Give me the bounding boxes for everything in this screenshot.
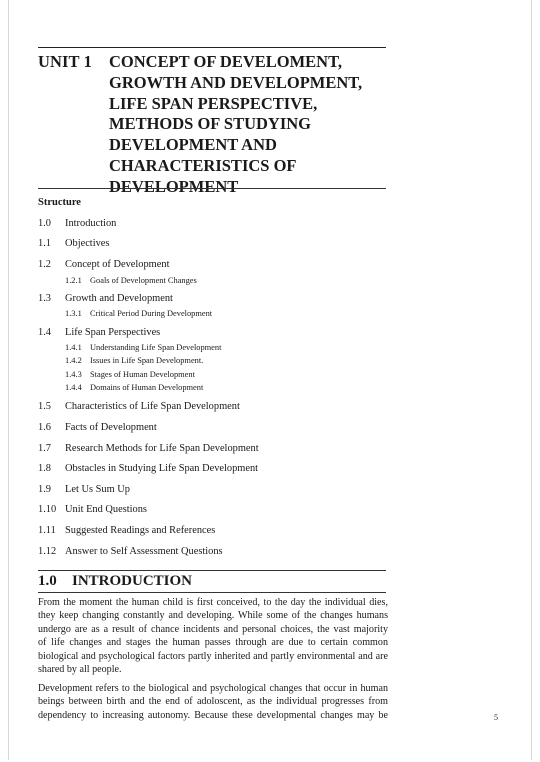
paragraph-line: they keep changing constantly and developing. While some of the changes humans bbox=[38, 610, 388, 622]
toc-label: Objectives bbox=[65, 238, 110, 249]
section-title: INTRODUCTION bbox=[72, 573, 193, 589]
toc-number: 1.12 bbox=[38, 546, 57, 557]
toc-item bbox=[38, 463, 258, 474]
toc-sublabel: Stages of Human Development bbox=[90, 370, 195, 379]
toc-label: Let Us Sum Up bbox=[65, 484, 130, 495]
toc-subnumber: 1.4.1 bbox=[65, 343, 82, 352]
paragraph-line: Development refers to the biological and psychological changes that occur in human bbox=[38, 683, 388, 694]
toc-subitem bbox=[65, 309, 212, 318]
section-number: 1.0 bbox=[38, 573, 57, 589]
introduction-section bbox=[38, 570, 386, 593]
structure-divider bbox=[38, 188, 386, 189]
toc-number: 1.5 bbox=[38, 401, 51, 412]
toc-item bbox=[38, 443, 259, 454]
unit-label: UNIT 1 bbox=[38, 52, 92, 71]
toc-number: 1.11 bbox=[38, 525, 56, 536]
toc-item bbox=[38, 218, 116, 229]
toc-subitem bbox=[65, 370, 195, 379]
toc-label: Characteristics of Life Span Development bbox=[65, 401, 240, 412]
toc-number: 1.4 bbox=[38, 327, 51, 338]
toc-item bbox=[38, 259, 169, 270]
unit-title-line: METHODS OF STUDYING bbox=[109, 114, 311, 134]
toc-number: 1.3 bbox=[38, 293, 51, 304]
toc-item bbox=[38, 525, 215, 536]
toc-number: 1.9 bbox=[38, 484, 51, 495]
paragraph-line: dependency to increasing autonomy. Because these developmental changes may be bbox=[38, 709, 388, 721]
toc-label: Answer to Self Assessment Questions bbox=[65, 546, 223, 557]
unit-title-line: LIFE SPAN PERSPECTIVE, bbox=[109, 93, 318, 113]
toc-label: Unit End Questions bbox=[65, 504, 147, 515]
toc-label: Growth and Development bbox=[65, 293, 173, 304]
toc-item bbox=[38, 293, 173, 304]
paragraph-line: of life changes and stages the human passes through are due to certain common bbox=[38, 637, 388, 649]
toc-label: Suggested Readings and References bbox=[65, 525, 216, 536]
toc-label: Facts of Development bbox=[65, 422, 157, 433]
intro-paragraph-2 bbox=[38, 682, 388, 722]
toc-number: 1.7 bbox=[38, 443, 51, 454]
toc-sublabel: Understanding Life Span Development bbox=[90, 343, 222, 352]
toc-label: Concept of Development bbox=[65, 259, 170, 270]
toc-subitem bbox=[65, 276, 197, 285]
toc-subnumber: 1.3.1 bbox=[65, 309, 82, 318]
toc-label: Obstacles in Studying Life Span Development bbox=[65, 463, 259, 474]
toc-subitem bbox=[65, 356, 203, 365]
toc-subnumber: 1.4.2 bbox=[65, 356, 82, 365]
toc-label: Life Span Perspectives bbox=[65, 327, 161, 338]
section-heading bbox=[38, 573, 386, 593]
toc-number: 1.0 bbox=[38, 218, 51, 229]
toc-subnumber: 1.2.1 bbox=[65, 276, 82, 285]
toc-number: 1.10 bbox=[38, 504, 57, 515]
toc-label: Introduction bbox=[65, 218, 117, 229]
toc-number: 1.8 bbox=[38, 463, 51, 474]
structure-heading: Structure bbox=[38, 197, 81, 208]
toc-item bbox=[38, 238, 109, 249]
toc-item bbox=[38, 504, 147, 515]
toc-subnumber: 1.4.3 bbox=[65, 370, 82, 379]
intro-paragraph-1 bbox=[38, 596, 388, 676]
paragraph-line: biological and psychological factors partly inherited and partly environmental and are bbox=[38, 650, 388, 662]
toc-subitem bbox=[65, 383, 203, 392]
toc-sublabel: Goals of Development Changes bbox=[90, 276, 197, 285]
paragraph-line: undergo are as a result of chance incidents and personal choices, the vast majority bbox=[38, 623, 388, 635]
unit-header bbox=[38, 47, 386, 198]
toc-label: Research Methods for Life Span Development bbox=[65, 443, 259, 454]
unit-title-line: GROWTH AND DEVELOPMENT, bbox=[109, 72, 363, 92]
unit-title-line: CONCEPT OF DEVELOMENT, bbox=[109, 52, 343, 71]
toc-subnumber: 1.4.4 bbox=[65, 383, 82, 392]
toc-item bbox=[38, 546, 223, 557]
page-number: 5 bbox=[494, 713, 498, 722]
unit-title-line: DEVELOPMENT bbox=[109, 176, 239, 196]
toc-subitem bbox=[65, 343, 221, 352]
unit-title-line: DEVELOPMENT AND bbox=[109, 135, 277, 155]
unit-title bbox=[109, 52, 386, 198]
toc-sublabel: Critical Period During Development bbox=[90, 309, 213, 318]
toc-sublabel: Domains of Human Development bbox=[90, 383, 204, 392]
paragraph-line: From the moment the human child is first conceived, to the day the individual dies, bbox=[38, 597, 388, 608]
paragraph-line: shared by all people. bbox=[38, 664, 122, 676]
toc-number: 1.2 bbox=[38, 259, 51, 270]
toc-item bbox=[38, 422, 157, 433]
toc-number: 1.6 bbox=[38, 422, 51, 433]
toc-item bbox=[38, 401, 240, 412]
toc-item bbox=[38, 327, 160, 338]
unit-title-line: CHARACTERISTICS OF bbox=[109, 155, 297, 175]
toc-number: 1.1 bbox=[38, 238, 51, 249]
toc-item bbox=[38, 484, 130, 495]
toc-sublabel: Issues in Life Span Development. bbox=[90, 356, 204, 365]
paragraph-line: beings between birth and the end of adoloscent, as the individual progresses from bbox=[38, 696, 388, 708]
